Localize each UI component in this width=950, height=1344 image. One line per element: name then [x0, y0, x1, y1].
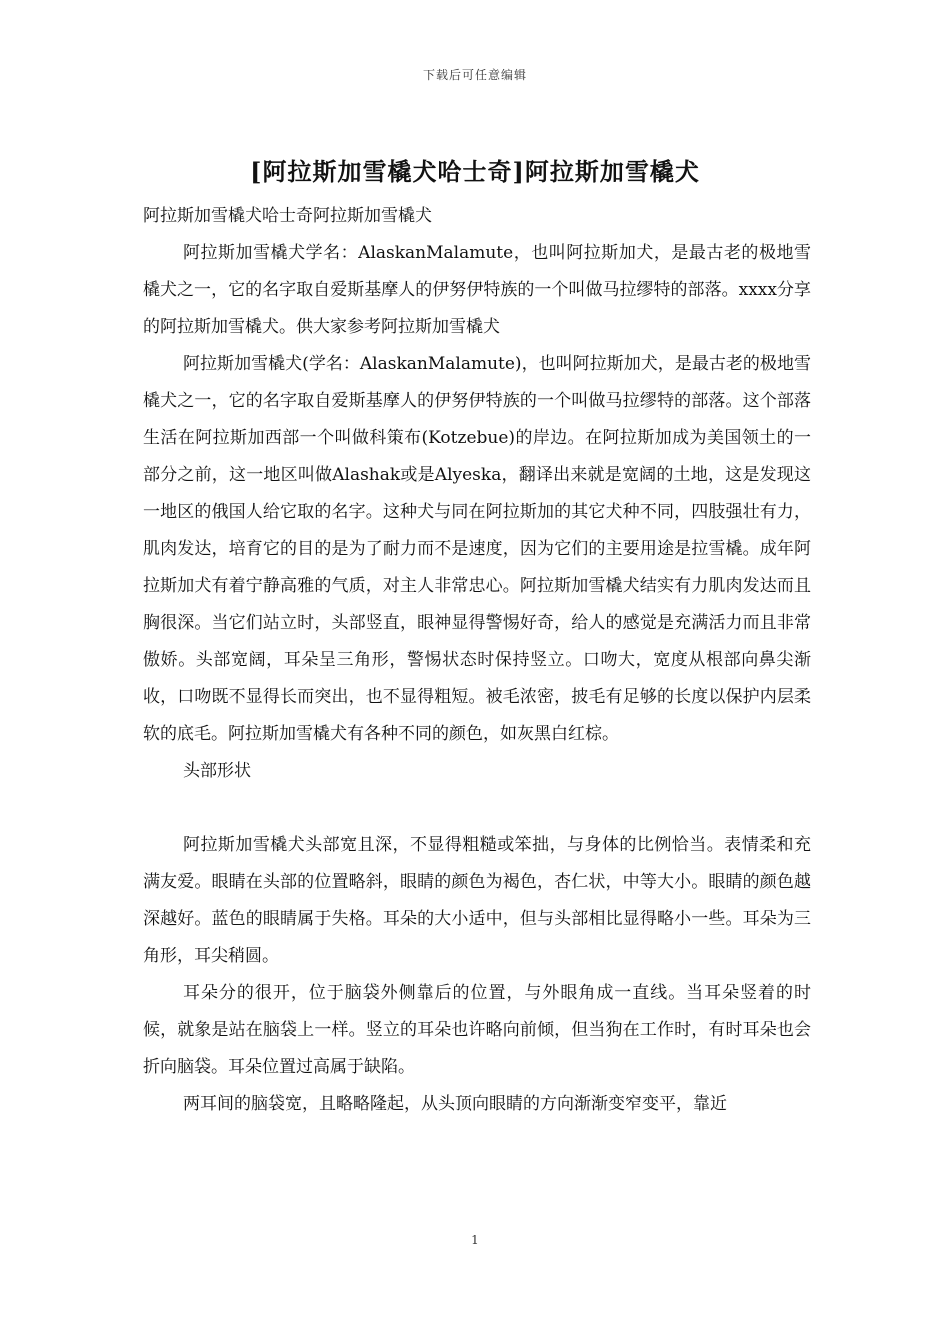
paragraph-intro: 阿拉斯加雪橇犬学名：AlaskanMalamute，也叫阿拉斯加犬，是最古老的极地雪橇犬之一，它的名字取自爱斯基摩人的伊努伊特族的一个叫做马拉缪特的部落。xxxx分享的阿拉斯加雪橇犬。供大家参考阿拉斯加雪橇犬	[143, 243, 811, 337]
paragraph-description: 阿拉斯加雪橇犬(学名：AlaskanMalamute)，也叫阿拉斯加犬，是最古老的极地雪橇犬之一，它的名字取自爱斯基摩人的伊努伊特族的一个叫做马拉缪特的部落。这个部落生活在阿拉斯加西部一个叫做科策布(Kotzebue)的岸边。在阿拉斯加成为美国领土的一部分之前，这一地区叫做Alashak或是Alyeska，翻译出来就是宽阔的土地，这是发现这一地区的俄国人给它取的名字。这种犬与同在阿拉斯加的其它犬种不同，四肢强壮有力，肌肉发达，培育它的目的是为了耐力而不是速度，因为它们的主要用途是拉雪橇。成年阿拉斯加犬有着宁静高雅的气质，对主人非常忠心。阿拉斯加雪橇犬结实有力肌肉发达而且胸很深。当它们站立时，头部竖直，眼神显得警惕好奇，给人的感觉是充满活力而且非常傲娇。头部宽阔，耳朵呈三角形，警惕状态时保持竖立。口吻大，宽度从根部向鼻尖渐收，口吻既不显得长而突出，也不显得粗短。被毛浓密，披毛有足够的长度以保护内层柔软的底毛。阿拉斯加雪橇犬有各种不同的颜色，如灰黑白红棕。	[143, 354, 811, 744]
document-body	[143, 198, 811, 1123]
document-title: [阿拉斯加雪橇犬哈士奇]阿拉斯加雪橇犬	[250, 157, 700, 186]
paragraph-head-shape: 阿拉斯加雪橇犬头部宽且深，不显得粗糙或笨拙，与身体的比例恰当。表情柔和充满友爱。眼睛在头部的位置略斜，眼睛的颜色为褐色，杏仁状，中等大小。眼睛的颜色越深越好。蓝色的眼睛属于失格。耳朵的大小适中，但与头部相比显得略小一些。耳朵为三角形，耳尖稍圆。	[143, 835, 811, 966]
page-header: 下载后可任意编辑	[422, 68, 527, 82]
section-heading: 头部形状	[183, 761, 251, 781]
page-number: 1	[471, 1233, 479, 1247]
paragraph-ears: 耳朵分的很开，位于脑袋外侧靠后的位置，与外眼角成一直线。当耳朵竖着的时候，就象是站在脑袋上一样。竖立的耳朵也许略向前倾，但当狗在工作时，有时耳朵也会折向脑袋。耳朵位置过高属于缺陷。	[143, 983, 811, 1077]
paragraph-skull: 两耳间的脑袋宽，且略略隆起，从头顶向眼睛的方向渐渐变窄变平，靠近	[183, 1094, 727, 1114]
subtitle-line: 阿拉斯加雪橇犬哈士奇阿拉斯加雪橇犬	[143, 206, 432, 226]
